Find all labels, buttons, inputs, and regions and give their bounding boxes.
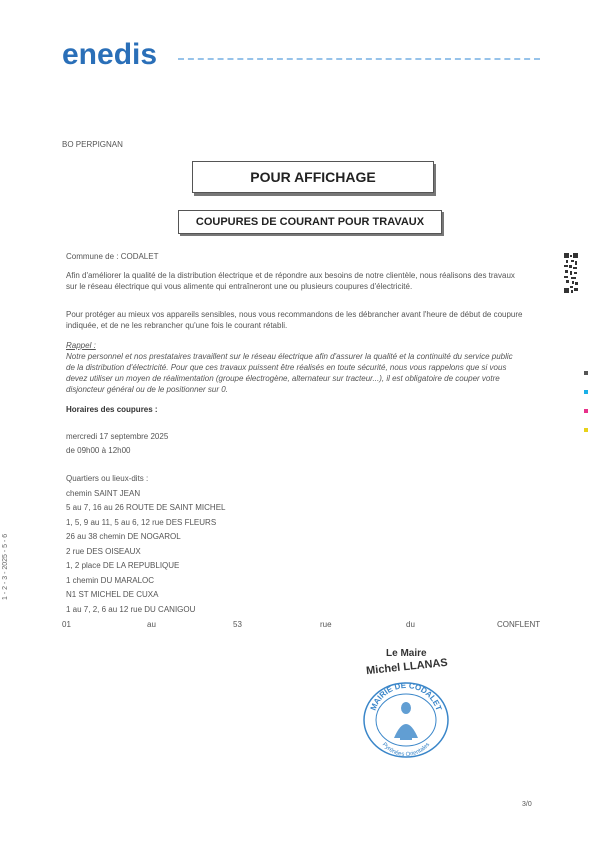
bottom-row-cell: au xyxy=(147,620,156,629)
paragraph-line: indiquée, et de ne les rebrancher qu'une fois le courant rétabli. xyxy=(66,321,288,330)
list-item: 26 au 38 chemin DE NOGAROL xyxy=(66,532,181,541)
rappel-line: de la distribution d'électricité. Pour que ces travaux puissent être réalisés en toute sécurité, nous vous rappelons que si vous xyxy=(66,363,507,372)
bottom-row-cell: rue xyxy=(320,620,332,629)
page-number: 3/0 xyxy=(522,801,532,808)
commune-line: Commune de : CODALET xyxy=(66,252,159,261)
signature-name: Michel LLANAS xyxy=(365,656,449,678)
list-item: 1 au 7, 2, 6 au 12 rue DU CANIGOU xyxy=(66,604,196,614)
rappel-label: Rappel : xyxy=(66,341,96,350)
rappel-line: Notre personnel et nos prestataires travaillent sur le réseau électrique afin d'assurer la qualité et la continuité du service public xyxy=(66,352,513,361)
bottom-row-cell: CONFLENT xyxy=(497,620,541,629)
paragraph-intro xyxy=(66,270,515,292)
list-item: N1 ST MICHEL DE CUXA xyxy=(66,590,159,599)
title-affichage: POUR AFFICHAGE xyxy=(250,169,376,185)
list-item: 1 chemin DU MARALOC xyxy=(66,575,155,585)
signature-title: Le Maire xyxy=(386,648,427,659)
swatch-yellow xyxy=(584,428,588,432)
list-item: 1, 5, 9 au 11, 5 au 6, 12 rue DES FLEURS xyxy=(66,517,217,527)
margin-code: 1 - 2 - 3 - 2025 - 5 - 6 xyxy=(2,533,9,600)
mairie-seal-icon xyxy=(360,680,452,760)
bottom-row-cell: 01 xyxy=(62,620,71,629)
swatch-grey xyxy=(584,371,588,375)
title-box-coupures xyxy=(178,210,442,234)
quartiers-label: Quartiers ou lieux-dits : xyxy=(66,474,149,483)
seal-top-text: MAIRIE DE CODALET xyxy=(368,680,444,712)
title-box-affichage xyxy=(192,161,434,193)
swatch-cyan xyxy=(584,390,588,394)
cut-time: de 09h00 à 12h00 xyxy=(66,446,131,455)
horaires-label: Horaires des coupures : xyxy=(66,405,158,414)
rappel-line: devez utiliser un moyen de réalimentation (groupe électrogène, alternateur sur tracteur...), il est obligatoire de couper votre xyxy=(66,374,500,383)
quartiers-list xyxy=(66,472,225,617)
title-coupures: COUPURES DE COURANT POUR TRAVAUX xyxy=(195,216,425,228)
enedis-logo: enedis xyxy=(62,38,158,71)
svg-text:Pyrénées Orientales xyxy=(381,742,431,758)
list-item: 5 au 7, 16 au 26 ROUTE DE SAINT MICHEL xyxy=(66,503,226,512)
center-name: BO PERPIGNAN xyxy=(62,140,123,149)
paragraph-line: sur le réseau électrique qui vous alimente qui entraîneront une ou plusieurs coupures d'électricité. xyxy=(66,282,413,291)
seal-bottom-text: Pyrénées Orientales xyxy=(380,741,432,759)
list-item: chemin SAINT JEAN xyxy=(66,488,141,498)
qr-code-icon xyxy=(563,252,579,294)
paragraph-protect xyxy=(66,309,522,331)
header-dashed-line xyxy=(178,58,540,60)
bottom-row-cell: 53 xyxy=(233,620,242,629)
paragraph-line: Pour protéger au mieux vos appareils sensibles, nous vous recommandons de les débrancher avant l'heure de début de coupure xyxy=(66,310,523,319)
list-item: 2 rue DES OISEAUX xyxy=(66,546,141,556)
rappel-block xyxy=(66,340,513,395)
bottom-row-cell: du xyxy=(406,620,415,629)
swatch-magenta xyxy=(584,409,588,413)
rappel-line: disjoncteur général ou de le positionner sur 0. xyxy=(66,385,228,394)
list-item: 1, 2 place DE LA REPUBLIQUE xyxy=(66,561,180,570)
cut-date: mercredi 17 septembre 2025 xyxy=(66,432,169,441)
paragraph-line: Afin d'améliorer la qualité de la distribution électrique et de répondre aux besoins de notre clientèle, nous réalisons des travaux xyxy=(66,271,515,280)
